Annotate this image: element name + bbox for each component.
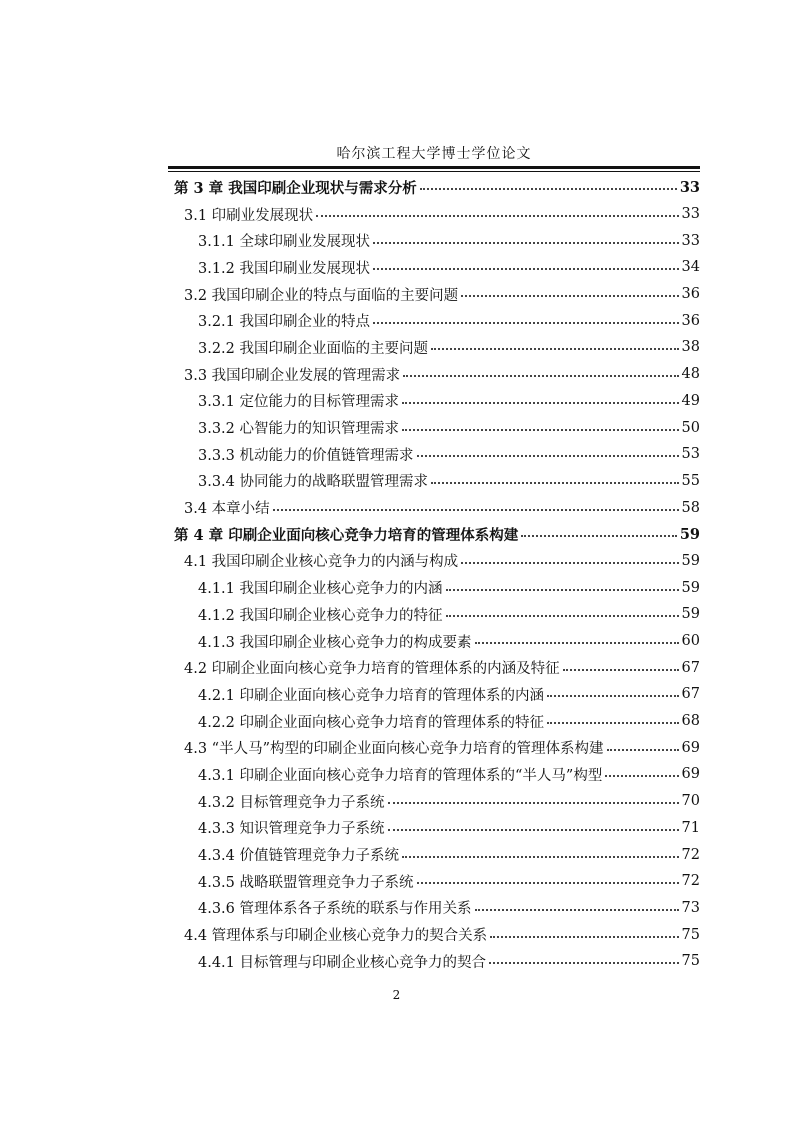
toc-entry-page: 72: [681, 873, 700, 890]
toc-section-entry[interactable]: [168, 708, 700, 735]
toc-section-entry[interactable]: [168, 441, 700, 468]
toc-section-entry[interactable]: [168, 281, 700, 308]
toc-entry-title: 3.1 印刷业发展现状: [184, 207, 314, 224]
toc-entry-title: 4.3.6 管理体系各子系统的联系与作用关系: [198, 901, 472, 918]
toc-entry-page: 73: [681, 899, 700, 916]
toc-section-entry[interactable]: [168, 761, 700, 788]
toc-entry-title: 4.3.5 战略联盟管理竞争力子系统: [198, 874, 414, 891]
toc-entry-title: 3.3.2 心智能力的知识管理需求: [198, 421, 400, 438]
toc-section-entry[interactable]: [168, 628, 700, 655]
toc-leader-dots: [373, 268, 679, 270]
toc-leader-dots: [417, 455, 679, 457]
toc-entry-title: 3.3.3 机动能力的价值链管理需求: [198, 447, 414, 464]
toc-chapter-entry[interactable]: [168, 174, 700, 201]
toc-leader-dots: [489, 962, 679, 964]
toc-entry-title: 第 3 章 我国印刷企业现状与需求分析: [174, 179, 417, 197]
toc-leader-dots: [446, 615, 679, 617]
toc-entry-page: 70: [681, 793, 700, 810]
toc-entry-title: 4.1.1 我国印刷企业核心竞争力的内涵: [198, 581, 443, 598]
toc-entry-title: 4.2.2 印刷企业面向核心竞争力培育的管理体系的特征: [198, 714, 545, 731]
toc-entry-page: 38: [681, 339, 700, 356]
toc-entry-page: 75: [681, 926, 700, 943]
toc-leader-dots: [373, 242, 679, 244]
toc-leader-dots: [607, 749, 679, 751]
toc-entry-title: 3.3.1 定位能力的目标管理需求: [198, 394, 400, 411]
toc-entry-title: 4.1.3 我国印刷企业核心竞争力的构成要素: [198, 634, 472, 651]
toc-section-entry[interactable]: [168, 654, 700, 681]
toc-entry-title: 3.1.2 我国印刷业发展现状: [198, 260, 371, 277]
toc-entry-title: 4.1 我国印刷企业核心竞争力的内涵与构成: [184, 554, 459, 571]
toc-leader-dots: [431, 482, 679, 484]
toc-leader-dots: [605, 775, 678, 777]
toc-leader-dots: [475, 642, 679, 644]
toc-leader-dots: [490, 936, 678, 938]
toc-section-entry[interactable]: [168, 548, 700, 575]
toc-leader-dots: [563, 669, 679, 671]
toc-entry-page: 69: [681, 766, 700, 783]
toc-section-entry[interactable]: [168, 815, 700, 842]
toc-leader-dots: [420, 188, 677, 190]
header-rule-thick: [168, 166, 700, 169]
toc-entry-page: 59: [681, 606, 700, 623]
toc-entry-page: 69: [681, 739, 700, 756]
toc-entry-title: 3.2.1 我国印刷企业的特点: [198, 314, 371, 331]
toc-entry-page: 36: [681, 312, 700, 329]
toc-entry-title: 4.3.4 价值链管理竞争力子系统: [198, 848, 400, 865]
toc-entry-page: 67: [681, 686, 700, 703]
toc-entry-page: 33: [679, 178, 700, 196]
toc-entry-page: 34: [681, 259, 700, 276]
toc-entry-page: 53: [681, 446, 700, 463]
toc-leader-dots: [402, 402, 679, 404]
toc-entry-page: 59: [681, 579, 700, 596]
toc-entry-title: 4.4 管理体系与印刷企业核心竞争力的契合关系: [184, 928, 488, 945]
toc-section-entry[interactable]: [168, 788, 700, 815]
toc-entry-page: 68: [681, 713, 700, 730]
toc-section-entry[interactable]: [168, 414, 700, 441]
table-of-contents: [168, 174, 700, 975]
toc-leader-dots: [388, 802, 679, 804]
toc-entry-title: 4.3 “半人马”构型的印刷企业面向核心竞争力培育的管理体系构建: [184, 741, 604, 758]
toc-entry-page: 60: [681, 633, 700, 650]
toc-leader-dots: [402, 429, 679, 431]
toc-leader-dots: [402, 856, 679, 858]
toc-entry-title: 3.3 我国印刷企业发展的管理需求: [184, 367, 401, 384]
toc-entry-title: 3.4 本章小结: [184, 501, 270, 518]
toc-leader-dots: [373, 322, 679, 324]
toc-entry-title: 4.3.3 知识管理竞争力子系统: [198, 821, 385, 838]
toc-entry-page: 67: [681, 659, 700, 676]
toc-entry-title: 3.2.2 我国印刷企业面临的主要问题: [198, 340, 429, 357]
page-number: 2: [392, 988, 401, 1002]
toc-section-entry[interactable]: [168, 307, 700, 334]
toc-entry-page: 49: [681, 392, 700, 409]
toc-section-entry[interactable]: [168, 574, 700, 601]
toc-entry-title: 4.2.1 印刷企业面向核心竞争力培育的管理体系的内涵: [198, 687, 545, 704]
toc-section-entry[interactable]: [168, 201, 700, 228]
toc-section-entry[interactable]: [168, 601, 700, 628]
toc-leader-dots: [461, 562, 678, 564]
toc-entry-page: 50: [681, 419, 700, 436]
toc-leader-dots: [446, 589, 679, 591]
toc-entry-page: 75: [681, 953, 700, 970]
toc-leader-dots: [316, 215, 678, 217]
toc-chapter-entry[interactable]: [168, 521, 700, 548]
toc-section-entry[interactable]: [168, 841, 700, 868]
toc-leader-dots: [547, 695, 679, 697]
toc-entry-title: 4.4.1 目标管理与印刷企业核心竞争力的契合: [198, 954, 487, 971]
toc-entry-page: 48: [681, 366, 700, 383]
toc-entry-title: 4.3.2 目标管理竞争力子系统: [198, 794, 385, 811]
running-header: 哈尔滨工程大学博士学位论文: [336, 146, 532, 162]
toc-entry-page: 72: [681, 846, 700, 863]
toc-entry-title: 第 4 章 印刷企业面向核心竞争力培育的管理体系构建: [174, 526, 519, 544]
toc-entry-page: 36: [681, 286, 700, 303]
toc-entry-title: 3.1.1 全球印刷业发展现状: [198, 234, 371, 251]
toc-leader-dots: [475, 909, 679, 911]
toc-section-entry[interactable]: [168, 895, 700, 922]
toc-entry-title: 3.2 我国印刷企业的特点与面临的主要问题: [184, 287, 459, 304]
toc-entry-page: 59: [681, 552, 700, 569]
toc-section-entry[interactable]: [168, 921, 700, 948]
toc-section-entry[interactable]: [168, 227, 700, 254]
toc-section-entry[interactable]: [168, 468, 700, 495]
toc-leader-dots: [403, 375, 678, 377]
toc-entry-page: 59: [679, 525, 700, 543]
toc-entry-title: 3.3.4 协同能力的战略联盟管理需求: [198, 474, 429, 491]
toc-leader-dots: [388, 829, 679, 831]
toc-entry-page: 33: [681, 206, 700, 223]
toc-section-entry[interactable]: [168, 388, 700, 415]
toc-entry-title: 4.1.2 我国印刷企业核心竞争力的特征: [198, 607, 443, 624]
toc-leader-dots: [417, 882, 679, 884]
toc-entry-title: 4.3.1 印刷企业面向核心竞争力培育的管理体系的“半人马”构型: [198, 767, 603, 784]
header-rule-thin: [168, 171, 700, 172]
toc-entry-page: 58: [681, 499, 700, 516]
toc-leader-dots: [521, 535, 677, 537]
toc-section-entry[interactable]: [168, 948, 700, 975]
toc-leader-dots: [431, 348, 679, 350]
toc-section-entry[interactable]: [168, 361, 700, 388]
toc-section-entry[interactable]: [168, 494, 700, 521]
toc-entry-page: 71: [681, 819, 700, 836]
toc-section-entry[interactable]: [168, 681, 700, 708]
toc-section-entry[interactable]: [168, 334, 700, 361]
toc-section-entry[interactable]: [168, 254, 700, 281]
toc-section-entry[interactable]: [168, 734, 700, 761]
toc-entry-page: 33: [681, 232, 700, 249]
toc-leader-dots: [547, 722, 679, 724]
toc-leader-dots: [461, 295, 678, 297]
toc-leader-dots: [273, 509, 679, 511]
toc-entry-page: 55: [681, 472, 700, 489]
toc-entry-title: 4.2 印刷企业面向核心竞争力培育的管理体系的内涵及特征: [184, 661, 560, 678]
toc-section-entry[interactable]: [168, 868, 700, 895]
